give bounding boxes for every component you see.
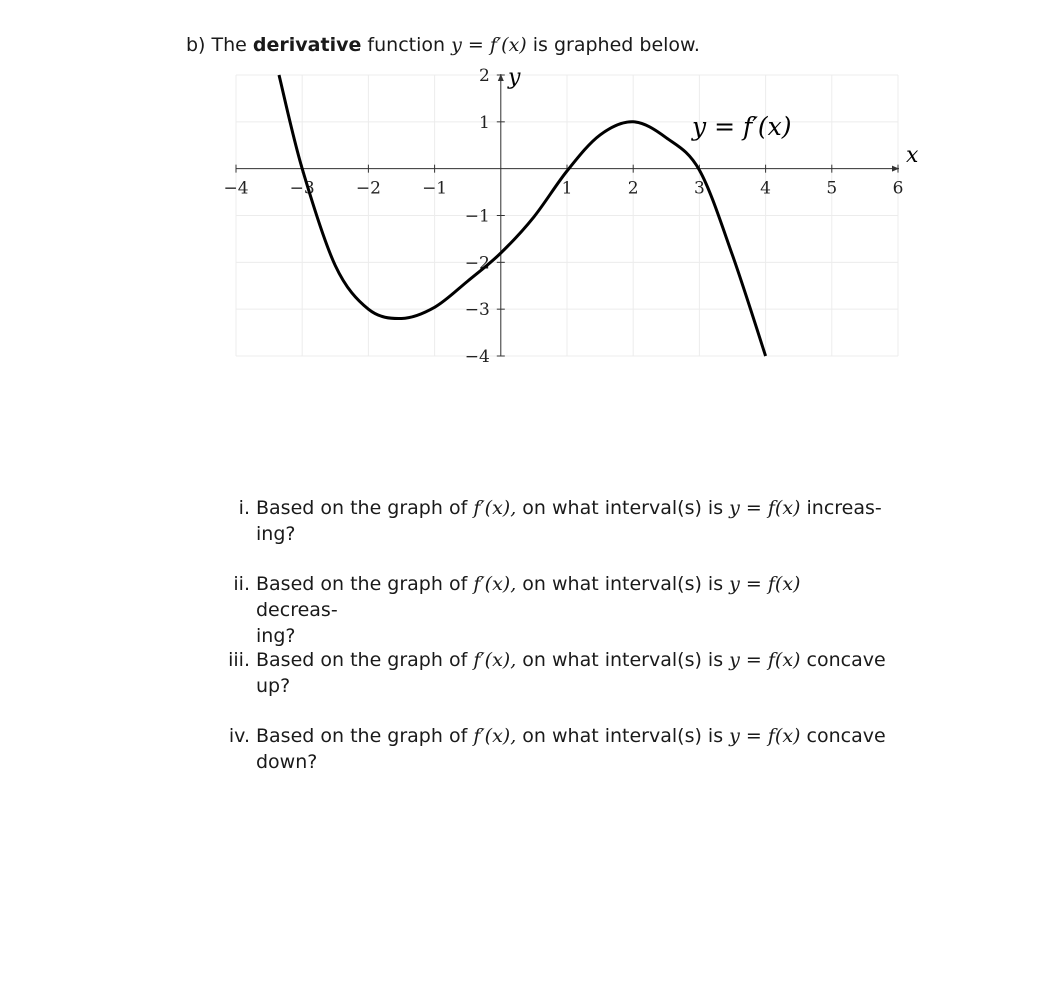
curve-label: y = f′(x) [692, 112, 792, 141]
x-tick-label: 4 [760, 178, 772, 199]
question-text-mid: on what interval(s) is [522, 649, 724, 671]
question-text-mid: on what interval(s) is [522, 573, 724, 595]
x-tick-label: −3 [289, 178, 315, 199]
question-text-cont: ing? [256, 523, 296, 545]
header-suffix: is graphed below. [532, 34, 700, 56]
question-number: iii. [228, 649, 250, 671]
question-ii [233, 571, 886, 649]
question-fx: y = f(x) [729, 725, 801, 747]
part-label: b) [186, 34, 206, 56]
question-fprime: f′(x), [473, 497, 517, 519]
header-middle: function [367, 34, 446, 56]
question-text-pre: Based on the graph of [256, 725, 468, 747]
question-fprime: f′(x), [473, 725, 517, 747]
question-text-post: concave [806, 725, 886, 747]
header-math: y = f′(x) [451, 34, 527, 56]
x-tick-label: 6 [892, 178, 904, 199]
question-fx: y = f(x) [729, 573, 801, 595]
question-fprime: f′(x), [473, 649, 517, 671]
question-fprime: f′(x), [473, 573, 517, 595]
y-tick-label: 2 [478, 66, 490, 86]
question-text-post: increas- [806, 497, 882, 519]
question-fx: y = f(x) [729, 497, 801, 519]
y-axis-label: y [508, 65, 521, 90]
x-tick-label: −4 [223, 178, 249, 199]
question-text-cont: ing? [256, 625, 296, 647]
question-text-pre: Based on the graph of [256, 497, 468, 519]
x-tick-label: 3 [693, 178, 705, 199]
y-tick-label: −4 [464, 347, 490, 367]
question-text-mid: on what interval(s) is [522, 497, 724, 519]
question-iii [228, 647, 886, 699]
question-text-cont: down? [256, 751, 318, 773]
ticks [223, 66, 903, 367]
header-bold-term: derivative [252, 34, 362, 56]
y-tick-label: −2 [464, 253, 490, 274]
y-tick-label: −3 [464, 300, 490, 321]
question-text-pre: Based on the graph of [256, 649, 468, 671]
question-text-cont: up? [256, 675, 291, 697]
y-tick-label: 1 [478, 112, 490, 133]
x-tick-label: −1 [422, 178, 448, 199]
question-text-post: concave [806, 649, 886, 671]
question-text-pre: Based on the graph of [256, 573, 468, 595]
x-tick-label: 2 [627, 178, 639, 199]
derivative-graph [0, 0, 1060, 400]
y-tick-label: −1 [464, 206, 490, 227]
question-text-mid: on what interval(s) is [522, 725, 724, 747]
header-prefix: The [211, 34, 247, 56]
x-tick-label: −2 [355, 178, 381, 199]
question-i [238, 495, 886, 547]
question-number: i. [238, 497, 250, 519]
x-axis-label: x [906, 143, 919, 168]
question-text-post: decreas- [256, 599, 338, 621]
x-tick-label: 1 [561, 178, 573, 199]
x-tick-label: 5 [826, 178, 838, 199]
question-number: ii. [233, 573, 250, 595]
grid [236, 75, 898, 356]
question-number: iv. [228, 725, 250, 747]
question-iv [228, 723, 886, 775]
question-fx: y = f(x) [729, 649, 801, 671]
